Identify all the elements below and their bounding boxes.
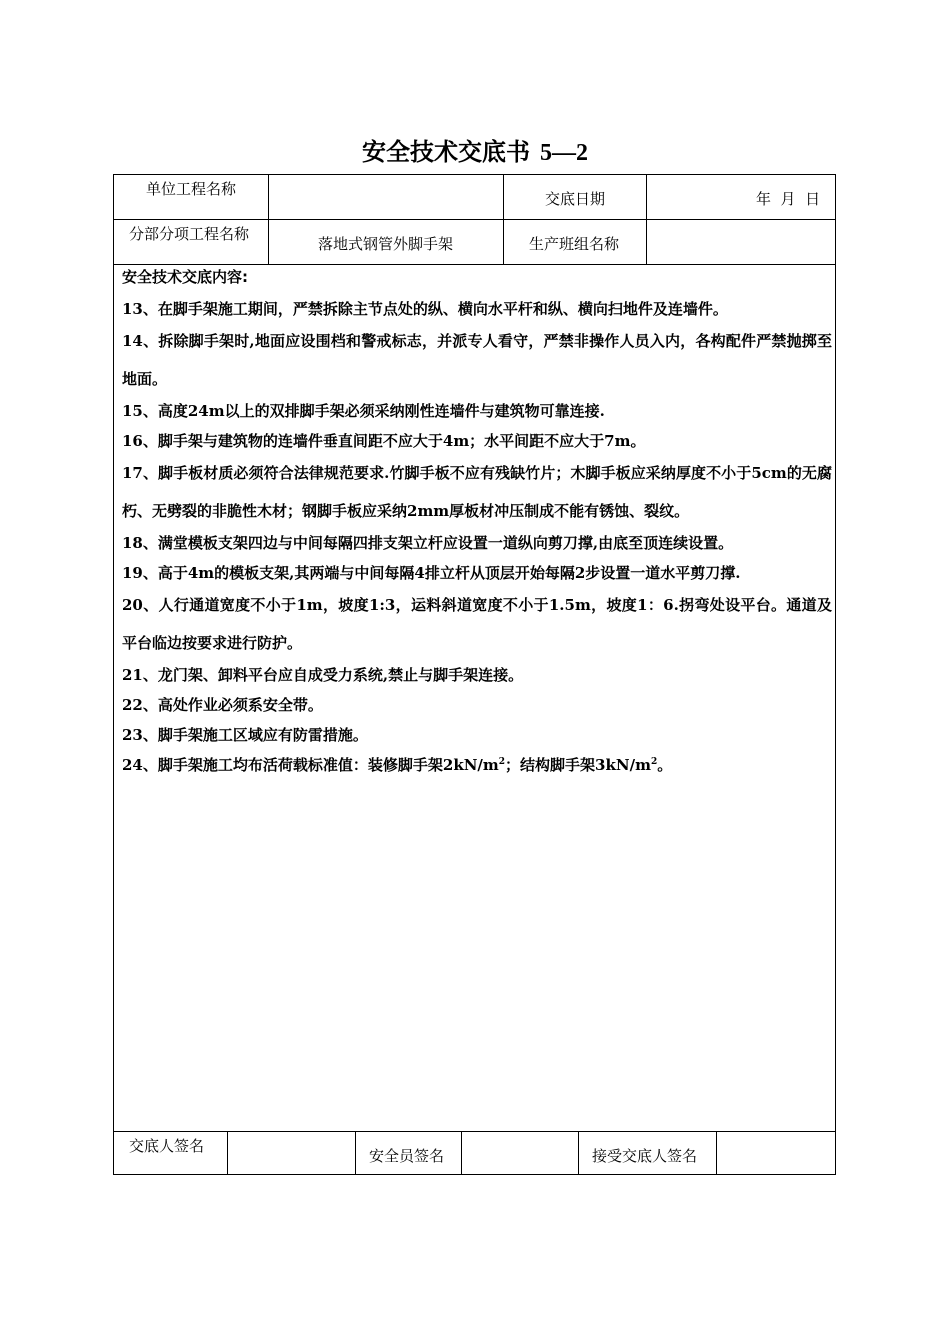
content-item-21: 21、龙门架、卸料平台应自成受力系统,禁止与脚手架连接。 [122, 666, 524, 684]
footer-col-divider-4 [578, 1131, 579, 1175]
row-divider-1 [113, 219, 836, 220]
receiver-signature-label: 接受交底人签名 [592, 1147, 698, 1165]
content-item-23: 23、脚手架施工区域应有防雷措施。 [122, 726, 368, 744]
date-label: 交底日期 [545, 190, 606, 208]
item24-superscript-2: 2 [650, 757, 658, 767]
content-item-13: 13、在脚手架施工期间，严禁拆除主节点处的纵、横向水平杆和纵、横向扫地件及连墙件。 [122, 300, 728, 318]
disclosure-content [122, 266, 832, 782]
item24-middle: ；结构脚手架3kN/m [505, 756, 651, 774]
content-item-22: 22、高处作业必须系安全带。 [122, 696, 323, 714]
safety-officer-signature-label: 安全员签名 [369, 1147, 445, 1165]
document-title [0, 132, 950, 167]
presenter-signature-label: 交底人签名 [129, 1137, 205, 1155]
content-item-14: 14、拆除脚手架时,地面应设围档和警戒标志，并派专人看守，严禁非操作人员入内，各构配件严禁抛掷至地面。 [122, 332, 832, 388]
item24-superscript-1: 2 [498, 757, 506, 767]
team-label: 生产班组名称 [529, 235, 620, 253]
row-divider-3 [113, 1131, 836, 1132]
content-item-20: 20、人行通道宽度不小于1m，坡度1:3，运料斜道宽度不小于1.5m，坡度1：6.拐弯处设平台。通道及平台临边按要求进行防护。 [122, 596, 832, 652]
content-item-19: 19、高于4m的模板支架,其两端与中间每隔4排立杆从顶层开始每隔2步设置一道水平剪刀撑. [122, 564, 741, 582]
item24-prefix: 24、脚手架施工均布活荷载标准值：装修脚手架2kN/m [122, 756, 499, 774]
header-col-divider-3 [646, 174, 647, 264]
footer-col-divider-3 [461, 1131, 462, 1175]
footer-col-divider-1 [227, 1131, 228, 1175]
content-item-17: 17、脚手板材质必须符合法律规范要求.竹脚手板不应有残缺竹片；木脚手板应采纳厚度不小于5cm的无腐朽、无劈裂的非脆性木材；钢脚手板应采纳2mm厚板材冲压制成不能有锈蚀、裂纹。 [122, 464, 832, 520]
header-col-divider-2 [503, 174, 504, 264]
unit-project-label: 单位工程名称 [146, 180, 237, 198]
content-item-15: 15、高度24m以上的双排脚手架必须采纳刚性连墙件与建筑物可靠连接. [122, 402, 605, 420]
header-col-divider-1 [268, 174, 269, 264]
row-divider-2 [113, 264, 836, 265]
title-number: 5—2 [540, 140, 588, 166]
content-item-18: 18、满堂模板支架四边与中间每隔四排支架立杆应设置一道纵向剪刀撑,由底至顶连续设置。 [122, 534, 734, 552]
item24-suffix: 。 [657, 756, 673, 774]
sub-project-value[interactable]: 落地式钢管外脚手架 [318, 235, 454, 253]
content-label: 安全技术交底内容: [122, 268, 248, 286]
footer-col-divider-2 [355, 1131, 356, 1175]
sub-project-label: 分部分项工程名称 [129, 225, 250, 243]
content-item-16: 16、脚手架与建筑物的连墙件垂直间距不应大于4m；水平间距不应大于7m。 [122, 432, 646, 450]
footer-col-divider-5 [716, 1131, 717, 1175]
content-item-24 [122, 752, 832, 778]
date-field[interactable]: 年 月 日 [756, 190, 821, 208]
title-text: 安全技术交底书 [362, 138, 530, 166]
